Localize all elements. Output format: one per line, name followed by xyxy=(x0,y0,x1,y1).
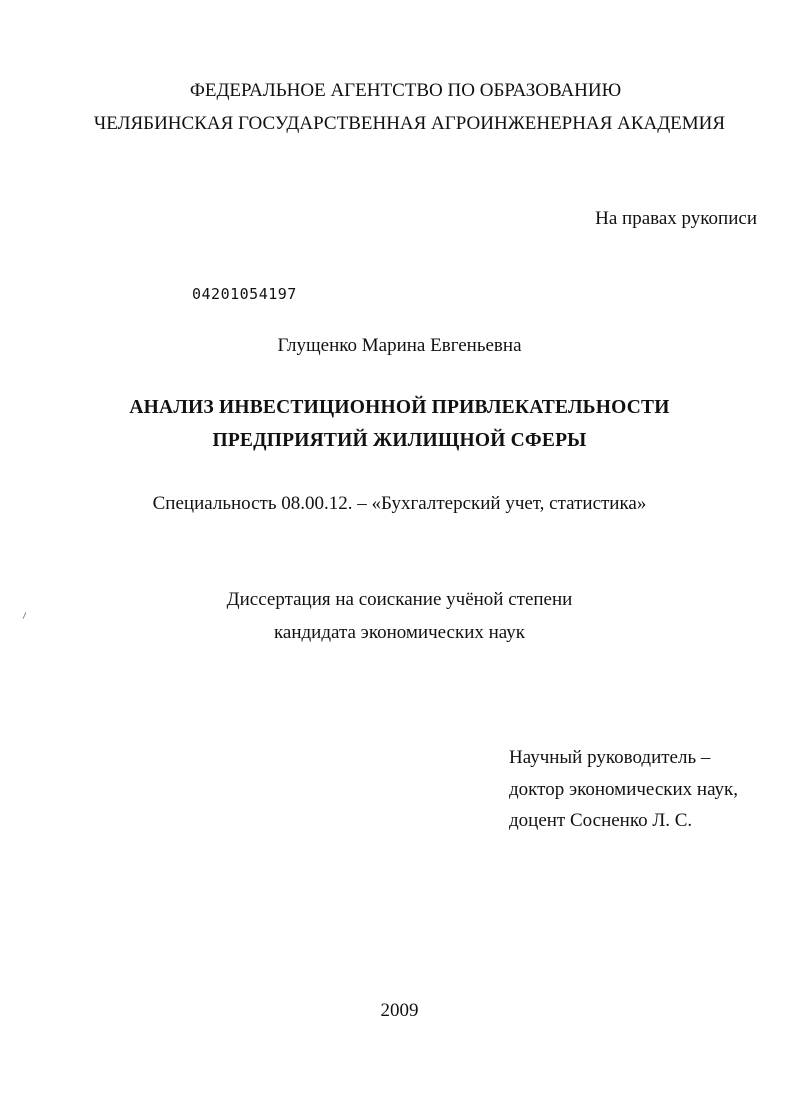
catalog-number: 04201054197 xyxy=(192,285,297,303)
year: 2009 xyxy=(380,1000,419,1021)
supervisor-line-1: Научный руководитель – xyxy=(509,747,711,768)
dissertation-line-2: кандидата экономических наук xyxy=(273,622,526,643)
academy-name: ЧЕЛЯБИНСКАЯ ГОСУДАРСТВЕННАЯ АГРОИНЖЕНЕРНАЯ АКАДЕМИЯ xyxy=(93,113,726,134)
supervisor-line-3: доцент Сосненко Л. С. xyxy=(509,810,693,831)
scan-mark xyxy=(23,612,27,619)
title-line-1: АНАЛИЗ ИНВЕСТИЦИОННОЙ ПРИВЛЕКАТЕЛЬНОСТИ xyxy=(129,397,670,418)
rights-note: На правах рукописи xyxy=(595,208,757,229)
title-line-2: ПРЕДПРИЯТИЙ ЖИЛИЩНОЙ СФЕРЫ xyxy=(212,430,587,451)
dissertation-line-1: Диссертация на соискание учёной степени xyxy=(226,589,573,610)
author-name: Глущенко Марина Евгеньевна xyxy=(277,335,522,356)
supervisor-line-2: доктор экономических наук, xyxy=(509,779,739,800)
specialty: Специальность 08.00.12. – «Бухгалтерский учет, статистика» xyxy=(152,493,647,514)
agency-name: ФЕДЕРАЛЬНОЕ АГЕНТСТВО ПО ОБРАЗОВАНИЮ xyxy=(189,80,622,101)
